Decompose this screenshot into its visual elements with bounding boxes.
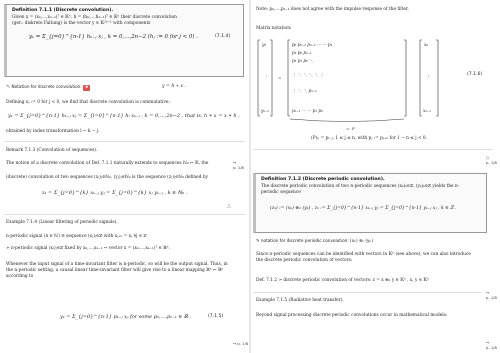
matrix-label: =: P (346, 126, 355, 131)
arrow-icon: ↪ (486, 290, 490, 295)
example-title-right: Example 7.1.5 (Radiative heat transfer). (256, 298, 344, 303)
notation-formula: y = h ∗ x . (162, 84, 186, 89)
arrow-icon: ↪ (233, 160, 237, 165)
notion-text: The notion of a discrete convolution of Def. 7.1.1 naturally extends to sequences ℕ₀ ↦ 𝕂, the (6, 161, 209, 166)
svg-text:⋮: ⋮ (264, 74, 269, 79)
arrow-icon: ↪ (233, 341, 237, 346)
separator (253, 292, 481, 293)
obtained-text: obtained by index transformation l ← k − j. (6, 129, 100, 134)
periodic-notation-line: ✎ notation for discrete periodic convolution: (xₖ) ⊛ₙ (yₖ) (256, 238, 373, 243)
notation-line (6, 84, 90, 91)
periodic-definition-title: Definition 7.1.2 (Discrete periodic convolution). (261, 177, 385, 182)
svg-text:⋮ ⋱ ⋱ ⋱ ⋱ ⋮: ⋮ ⋱ ⋱ ⋱ ⋱ ⋮ (292, 72, 324, 77)
whenever-line-3: according to (6, 274, 34, 279)
since-line-2: the discrete periodic convolution of vectors: (256, 258, 353, 263)
sequence-formula: zₖ = Σ_{j=0}^{k} xₖ₋ⱼ yⱼ = Σ_{j=0}^{k} xⱼ yₖ₋ⱼ , k ∈ ℕ₀ . (42, 190, 188, 196)
periodic-definition-line-1: The discrete periodic convolution of two n-periodic sequences (xₖ)ₖ∈ℤ, (yₖ)ₖ∈ℤ yields the n- (261, 184, 460, 189)
def-vector-line: Def. 7.1.2 ➢ discrete periodic convolution of vectors: z = x ⊛ₙ y ∈ 𝕂ⁿ , x, y ∈ 𝕂ⁿ (256, 278, 429, 283)
matrix-notation-label: Matrix notation: (256, 26, 292, 31)
filter-formula: yₖ = Σ_{j=0}^{n-1} pₖ₋ⱼ xⱼ for some p₀,…,pₙ₋₁ ∈ ℝ , (60, 314, 192, 320)
note-text: Note: p₀,…,pₙ₋₁ does not agree with the impulse response of the filter. (256, 7, 409, 12)
nav-page-bottom-right[interactable]: ↪ p. 1/8 (486, 340, 497, 350)
commutative-formula: yₖ = Σ_{j=0}^{n-1} hₖ₋ⱼ xⱼ = Σ_{l=0}^{n-1} hₗ xₖ₋ₗ , k = 0,…,2n−2 , that is, h ∗ x = x ∗ h , (8, 113, 240, 119)
svg-text:yₙ₋₁: yₙ₋₁ (261, 108, 269, 113)
periodic-definition-line-2: periodic sequence (261, 190, 301, 195)
arrow-icon: ↪ (486, 340, 490, 345)
pencil-icon: ✎ (6, 84, 11, 90)
nav-page-mid-right[interactable]: ↪ p. 1/8 (486, 290, 497, 300)
definition-line-1: Given x = (x₀,…,xₙ₋₁)ᵀ ∈ 𝕂ⁿ, h = (h₀,…,hₙ₋₁)ᵀ ∈ 𝕂ⁿ their discrete convolution (12, 15, 177, 20)
svg-text:⋮: ⋮ (426, 74, 431, 79)
notation-tag: ✱ (85, 85, 89, 89)
separator (253, 149, 493, 150)
definition-title: Definition 7.1.1 (Discrete convolution). (12, 8, 114, 13)
definition-line-2: (ger.: diskrete Faltung) is the vector y ∈ 𝕂²ⁿ⁻¹ with components (12, 21, 151, 26)
beyond-text: Beyond signal processing discrete periodic convolutions occur in mathematical models: (256, 313, 448, 318)
nav-page-top[interactable]: ↪ p. 1/8 (233, 160, 244, 170)
equation-number: (7.1.4) (215, 34, 231, 39)
svg-text:y₀: y₀ (262, 42, 267, 47)
filter-eqno: (7.1.5) (208, 314, 224, 319)
whenever-line-1: Whenever the input signal of a time-invariant filter is n-periodic, so will be the output signal. Thus, in (6, 262, 228, 267)
nav-page-bottom[interactable]: ↪ p. 1/8 (233, 341, 249, 346)
convolution-formula: yₖ = Σ_{j=0}^{n-1} hₖ₋ⱼ xⱼ , k = 0,…,2n−2 (hⱼ := 0 for j < 0) . (29, 34, 198, 40)
svg-text:p₁ p₀ pₙ₋₁: p₁ p₀ pₙ₋₁ (292, 50, 312, 55)
svg-text:p₀ pₙ₋₁ pₙ₋₂ ⋯ ⋯ p₁: p₀ pₙ₋₁ pₙ₋₂ ⋯ ⋯ p₁ (292, 42, 333, 47)
example-title: Example 7.1.4 (Linear filtering of periodic signals). (6, 220, 118, 225)
whenever-line-2: the n-periodic setting, a causal linear time-invariant filter will give rise to a linear mapping ℝⁿ ↦ ℝⁿ (6, 268, 224, 273)
periodic-formula: (zₖ) := (xₖ) ⊛ₙ (yₖ) , zₖ := Σ_{j=0}^{n-1} xₖ₋ⱼ yⱼ = Σ_{j=0}^{n-1} yₖ₋ⱼ xⱼ , k ∈ ℤ . (270, 206, 457, 211)
pencil-icon: ✎ (256, 238, 260, 243)
matrix-equation (256, 36, 496, 126)
svg-text:pₙ₋₁ ⋯ ⋯ p₁ p₀: pₙ₋₁ ⋯ ⋯ p₁ p₀ (292, 108, 323, 113)
arrow-line: ➢ n-periodic signal (xⱼ)ⱼ∈ℤ fixed by x₀,…,xₙ₋₁ ↔ vector x = (x₀,…,xₙ₋₁)ᵀ ∈ ℝⁿ. (6, 246, 170, 251)
periodic-definition-box (253, 173, 487, 233)
definition-box (4, 4, 244, 77)
circle-icon: ○ (486, 155, 490, 160)
separator (4, 214, 245, 215)
separator (4, 141, 245, 142)
svg-text:xₙ₋₁: xₙ₋₁ (423, 108, 431, 113)
notation-text: Notation for discrete convolution: (11, 84, 82, 89)
remark-title: Remark 7.1.3 (Convolution of sequences). (6, 148, 98, 153)
sequence-text: (discrete) convolution of two sequences (xⱼ)ⱼ∈ℕ₀, (yⱼ)ⱼ∈ℕ₀ is the sequence (zⱼ)ⱼ∈ℕ₀ defined by (6, 175, 208, 180)
right-page (251, 0, 500, 353)
periodic-line: n-periodic signal (n ∈ ℕ) ≅ sequence (xⱼ)ⱼ∈ℤ with xⱼ₊ₙ = xⱼ ∀j ∈ ℤ (6, 234, 147, 239)
nav-page-top-right[interactable]: ○ p. 1/8 (486, 155, 497, 165)
svg-text:⋮ ⋱ ⋱ pₙ₋₁: ⋮ ⋱ ⋱ pₙ₋₁ (292, 88, 317, 93)
since-line-1: Since n-periodic sequences can be identified with vectors in 𝕂ⁿ (see above), we can also introduce (256, 252, 471, 257)
matrix-eqno: (7.1.6) (467, 72, 483, 77)
triangle-icon: △ (227, 203, 231, 209)
matrix-caption: (P)ᵢⱼ = pᵢ₋ⱼ, 1 ≤ j ≤ n, with pⱼ := pⱼ₊ₙ for 1 − n ≤ j < 0. (311, 136, 428, 141)
defining-text: Defining xⱼ := 0 for j < 0, we find that discrete convolution is commutative: (6, 100, 170, 105)
svg-text:=: = (278, 76, 282, 81)
svg-text:x₀: x₀ (424, 42, 429, 47)
left-page (0, 0, 249, 353)
svg-text:p₂ p₁ p₀ ⋱: p₂ p₁ p₀ ⋱ (292, 58, 314, 63)
